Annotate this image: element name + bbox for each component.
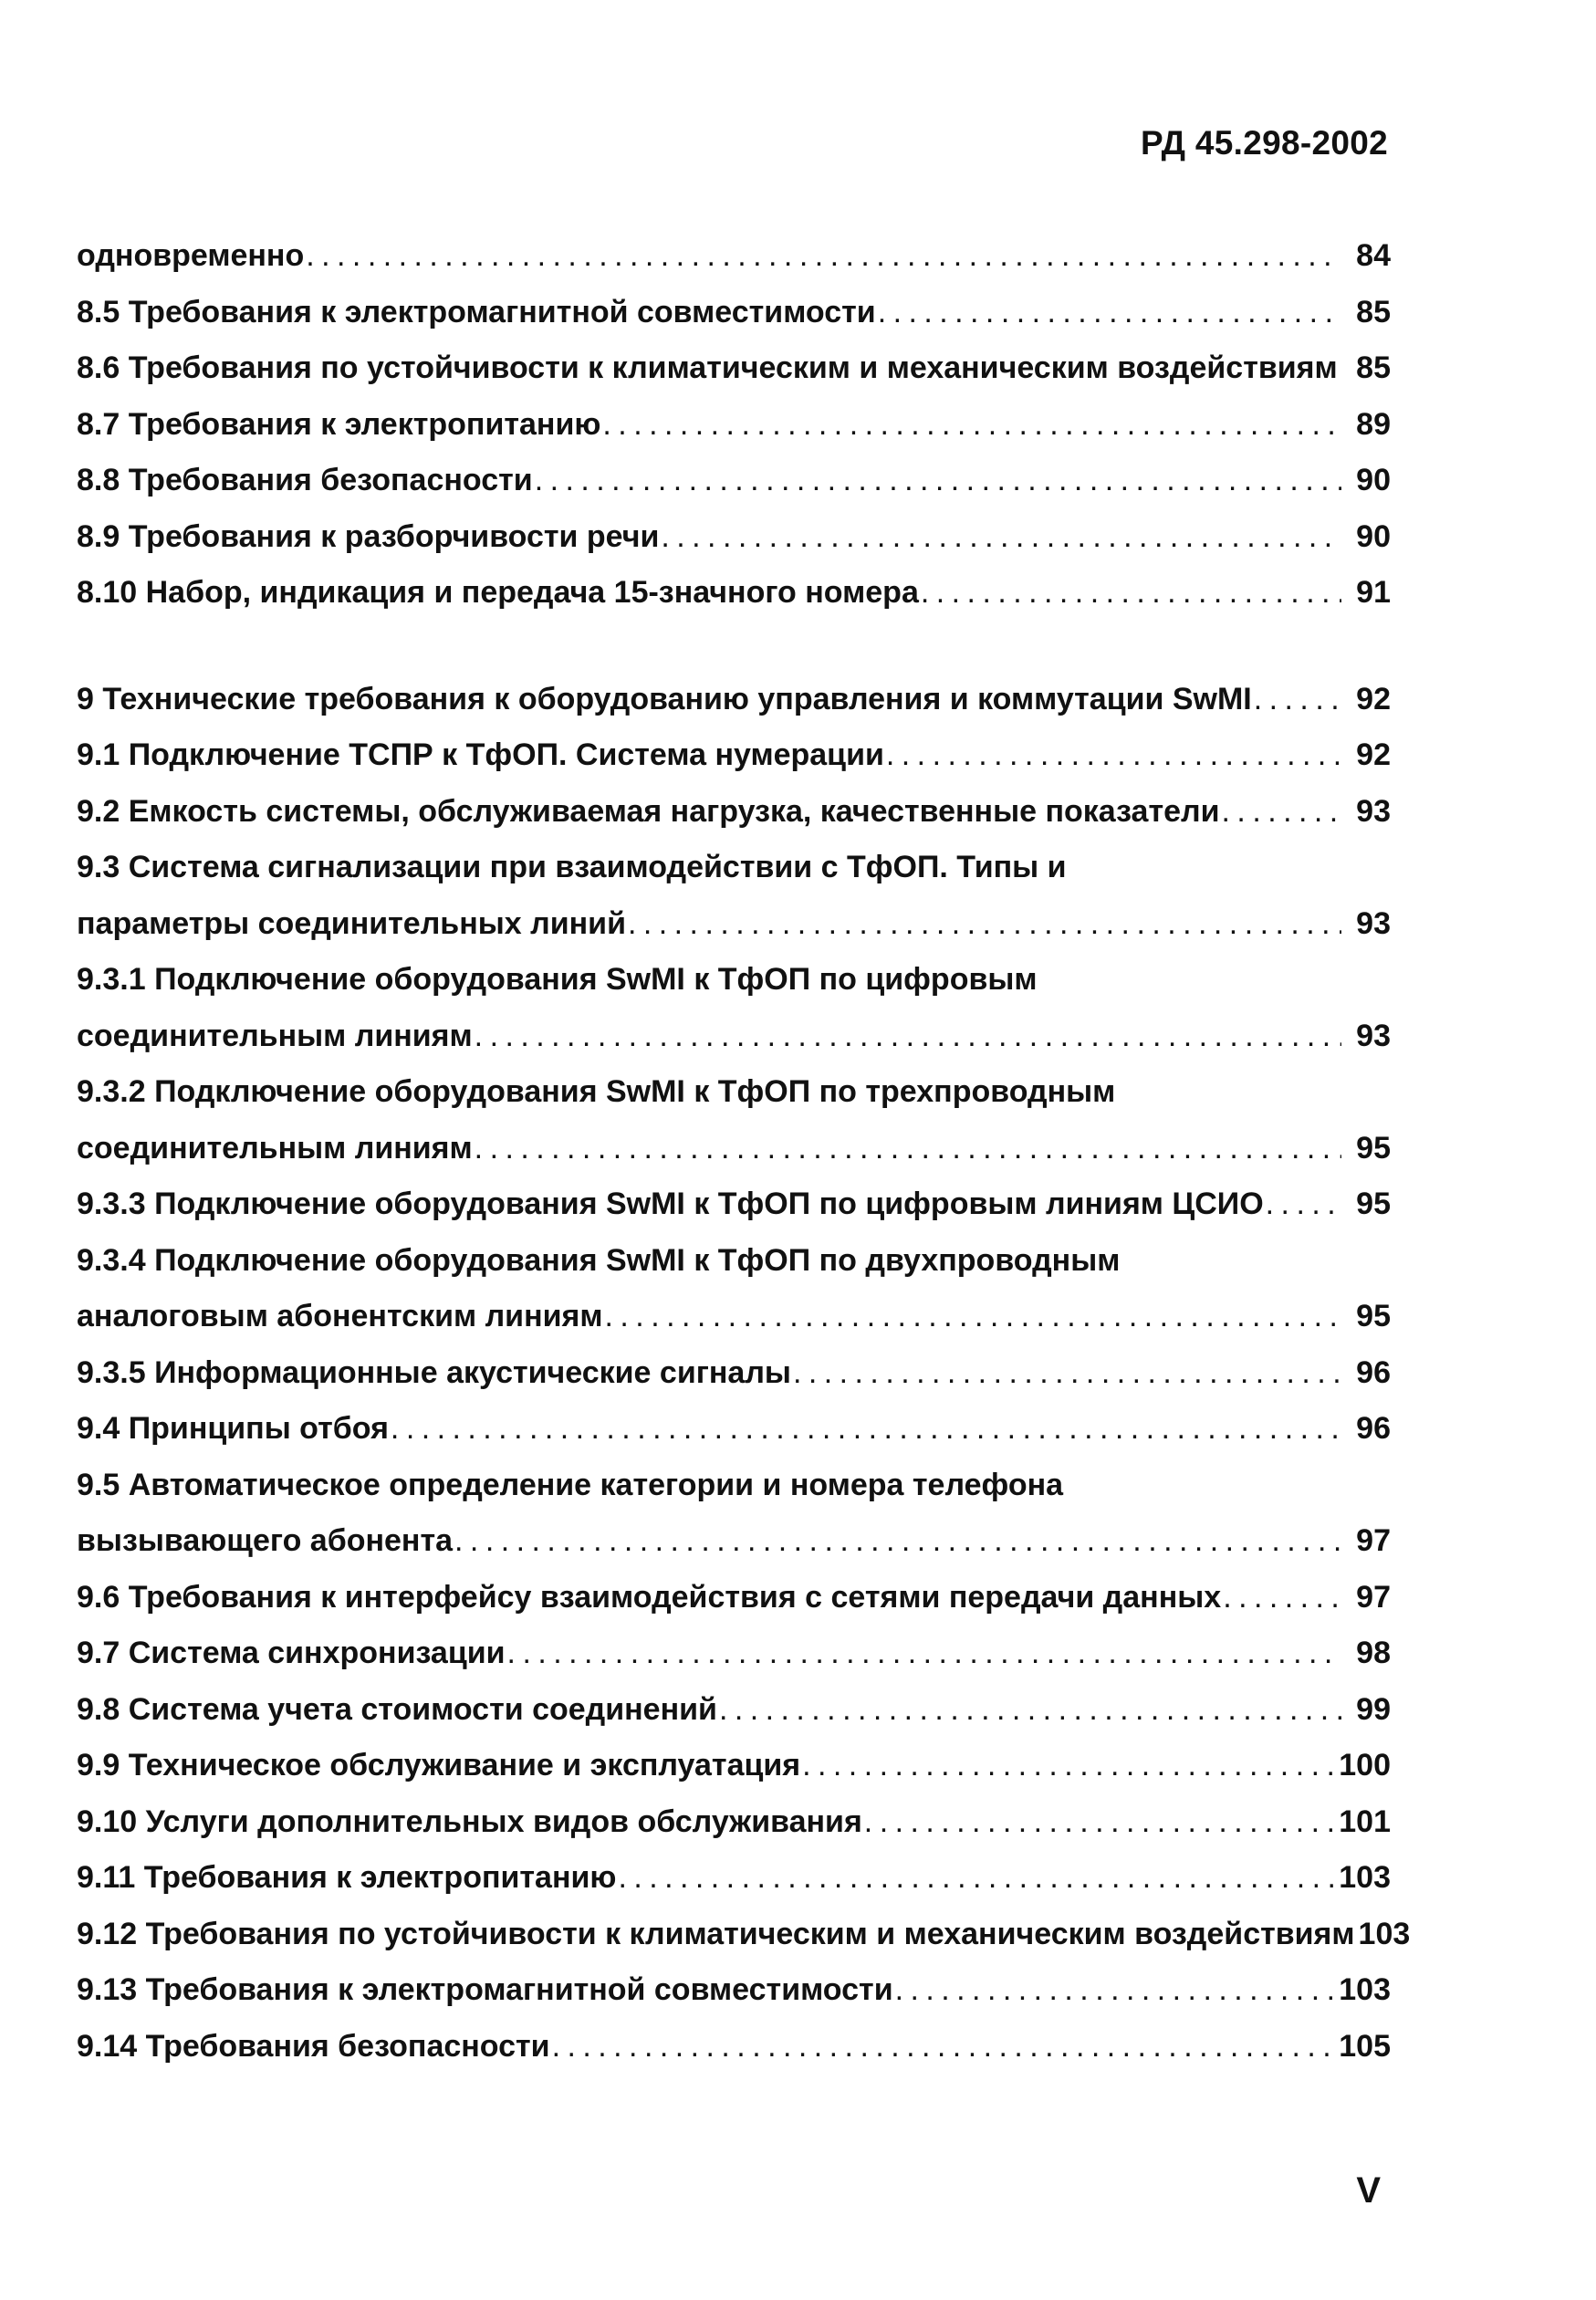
- toc-entry-title: 9.9 Техническое обслуживание и эксплуатация: [77, 1748, 801, 1782]
- toc-page-number: 95: [1356, 1187, 1391, 1221]
- toc-page-number: 96: [1356, 1411, 1391, 1446]
- toc-entry: [77, 1570, 1391, 1626]
- toc-page-number: 91: [1356, 575, 1391, 610]
- toc-page-number: 101: [1339, 1803, 1391, 1839]
- toc-entry: [77, 1962, 1391, 2019]
- toc-group-section-9: [77, 672, 1411, 2075]
- toc-entry-title: 9.3.3 Подключение оборудования SwMI к ТфОП по цифровым линиям ЦСИО: [77, 1187, 1264, 1221]
- toc-page-number: 99: [1356, 1691, 1391, 1727]
- dot-leader: [1266, 1176, 1341, 1233]
- toc-entry: [77, 784, 1391, 841]
- dot-leader: [895, 1962, 1338, 2019]
- toc-page-number: 85: [1356, 350, 1391, 385]
- toc-entry-title: 9 Технические требования к оборудованию управления и коммутации SwMI: [77, 681, 1252, 716]
- toc-entry-title: параметры соединительных линий: [77, 905, 626, 941]
- toc-page-number: 93: [1356, 1018, 1391, 1053]
- dot-leader: [802, 1738, 1337, 1794]
- toc-page-number: 85: [1356, 294, 1391, 329]
- toc-entry: [77, 453, 1391, 509]
- toc-entry: [77, 1907, 1411, 1963]
- toc-page-number: 89: [1356, 406, 1391, 442]
- toc-entry: [77, 397, 1391, 454]
- toc-entry: [77, 1064, 1391, 1176]
- toc-page-number: 93: [1356, 793, 1391, 829]
- toc-entry: [77, 1850, 1391, 1907]
- group-spacer: [77, 622, 1391, 672]
- toc-entry: [77, 1626, 1391, 1682]
- toc-page-number: 105: [1339, 2028, 1391, 2064]
- toc-entry: [77, 840, 1391, 952]
- toc-entry-title-line1: 9.3.4 Подключение оборудования SwMI к ТфОП по двухпроводным: [77, 1242, 1121, 1278]
- toc-entry: [77, 1738, 1391, 1794]
- toc-entry-title: 9.3.5 Информационные акустические сигналы: [77, 1354, 791, 1390]
- dot-leader: [864, 1794, 1337, 1851]
- dot-leader: [475, 1009, 1341, 1065]
- dot-leader: [886, 727, 1341, 784]
- toc-entry-title-line1: 9.3.2 Подключение оборудования SwMI к ТфОП по трехпроводным: [77, 1074, 1116, 1109]
- dot-leader: [1223, 1570, 1341, 1626]
- toc-entry-title: 8.9 Требования к разборчивости речи: [77, 518, 660, 554]
- dot-leader: [719, 1682, 1341, 1739]
- toc-entry-title: 9.2 Емкость системы, обслуживаемая нагрузка, качественные показатели: [77, 793, 1220, 829]
- toc-page-number: 103: [1339, 1972, 1391, 2007]
- toc-page-number: 84: [1356, 238, 1391, 273]
- toc-entry-title: одновременно: [77, 238, 305, 273]
- toc-entry: [77, 1458, 1391, 1570]
- toc-page-number: 96: [1356, 1354, 1391, 1390]
- toc-entry-title-line1: 9.3 Система сигнализации при взаимодействии с ТфОП. Типы и: [77, 850, 1067, 884]
- toc-entry-title: 8.5 Требования к электромагнитной совместимости: [77, 294, 876, 329]
- toc-page-number: 93: [1356, 905, 1391, 941]
- page-number: V: [1356, 2170, 1381, 2211]
- toc-entry: [77, 565, 1391, 622]
- toc-page-number: 90: [1356, 518, 1391, 554]
- dot-leader: [605, 1289, 1341, 1345]
- dot-leader: [793, 1345, 1341, 1402]
- toc-page-number: 100: [1339, 1748, 1391, 1782]
- toc-page-number: 92: [1356, 681, 1391, 716]
- toc-entry-title: соединительным линиям: [77, 1130, 473, 1166]
- toc-entry-title: 8.10 Набор, индикация и передача 15-значного номера: [77, 575, 919, 610]
- toc-page-number: 103: [1358, 1916, 1411, 1951]
- toc-entry-title: 9.14 Требования безопасности: [77, 2028, 550, 2064]
- dot-leader: [552, 2019, 1338, 2075]
- toc-entry-title: 9.10 Услуги дополнительных видов обслуживания: [77, 1803, 862, 1839]
- toc-entry-title: 9.13 Требования к электромагнитной совместимости: [77, 1972, 893, 2007]
- toc-entry: [77, 672, 1391, 728]
- toc-page-number: 103: [1339, 1860, 1391, 1895]
- dot-leader: [921, 565, 1341, 622]
- dot-leader: [454, 1513, 1341, 1570]
- toc-page-number: 95: [1356, 1130, 1391, 1166]
- toc-entry: [77, 1233, 1391, 1345]
- toc-entry-title: 8.8 Требования безопасности: [77, 463, 533, 497]
- toc-entry: [77, 509, 1391, 566]
- toc-entry-title: 9.12 Требования по устойчивости к климатическим и механическим воздействиям: [77, 1916, 1355, 1951]
- dot-leader: [602, 397, 1341, 454]
- table-of-contents: [77, 228, 1411, 2075]
- toc-page-number: 97: [1356, 1579, 1391, 1615]
- toc-page-number: 95: [1356, 1299, 1391, 1333]
- toc-entry-title: 9.1 Подключение ТСПР к ТфОП. Система нумерации: [77, 737, 884, 772]
- toc-entry-title: 9.8 Система учета стоимости соединений: [77, 1691, 717, 1727]
- toc-entry: [77, 228, 1391, 285]
- toc-page-number: 92: [1356, 737, 1391, 772]
- toc-entry: [77, 1401, 1391, 1458]
- toc-entry-title: 9.11 Требования к электропитанию: [77, 1860, 617, 1895]
- toc-entry-title: 9.4 Принципы отбоя: [77, 1411, 389, 1446]
- toc-entry: [77, 1176, 1391, 1233]
- toc-entry: [77, 340, 1391, 397]
- dot-leader: [1340, 340, 1341, 397]
- dot-leader: [618, 1850, 1337, 1907]
- toc-page-number: 90: [1356, 463, 1391, 497]
- toc-entry-title-line1: 9.3.1 Подключение оборудования SwMI к ТфОП по цифровым: [77, 962, 1038, 997]
- toc-entry: [77, 1345, 1391, 1402]
- dot-leader: [1222, 784, 1341, 841]
- page-header: РД 45.298-2002: [1141, 124, 1388, 162]
- dot-leader: [628, 896, 1341, 953]
- dot-leader: [507, 1626, 1341, 1682]
- toc-entry: [77, 1682, 1391, 1739]
- dot-leader: [306, 228, 1341, 285]
- dot-leader: [661, 509, 1341, 566]
- toc-entry: [77, 285, 1391, 341]
- toc-entry-title: 9.7 Система синхронизации: [77, 1636, 506, 1670]
- toc-entry-title: аналоговым абонентским линиям: [77, 1299, 603, 1333]
- dot-leader: [391, 1401, 1341, 1458]
- dot-leader: [878, 285, 1341, 341]
- toc-entry-title: 8.7 Требования к электропитанию: [77, 406, 601, 442]
- toc-page-number: 98: [1356, 1636, 1391, 1670]
- toc-entry-title: 8.6 Требования по устойчивости к климатическим и механическим воздействиям: [77, 350, 1338, 385]
- toc-entry: [77, 727, 1391, 784]
- toc-entry: [77, 952, 1391, 1064]
- toc-entry-title: соединительным линиям: [77, 1018, 473, 1053]
- toc-entry: [77, 1794, 1391, 1851]
- toc-entry-title-line1: 9.5 Автоматическое определение категории и номера телефона: [77, 1467, 1064, 1502]
- toc-entry-title: вызывающего абонента: [77, 1523, 454, 1558]
- toc-entry: [77, 2019, 1391, 2075]
- toc-page-number: 97: [1356, 1523, 1391, 1558]
- dot-leader: [475, 1121, 1341, 1177]
- dot-leader: [1254, 672, 1341, 728]
- toc-entry-title: 9.6 Требования к интерфейсу взаимодействия с сетями передачи данных: [77, 1579, 1222, 1615]
- toc-group-section-8: [77, 228, 1391, 622]
- dot-leader: [535, 453, 1341, 509]
